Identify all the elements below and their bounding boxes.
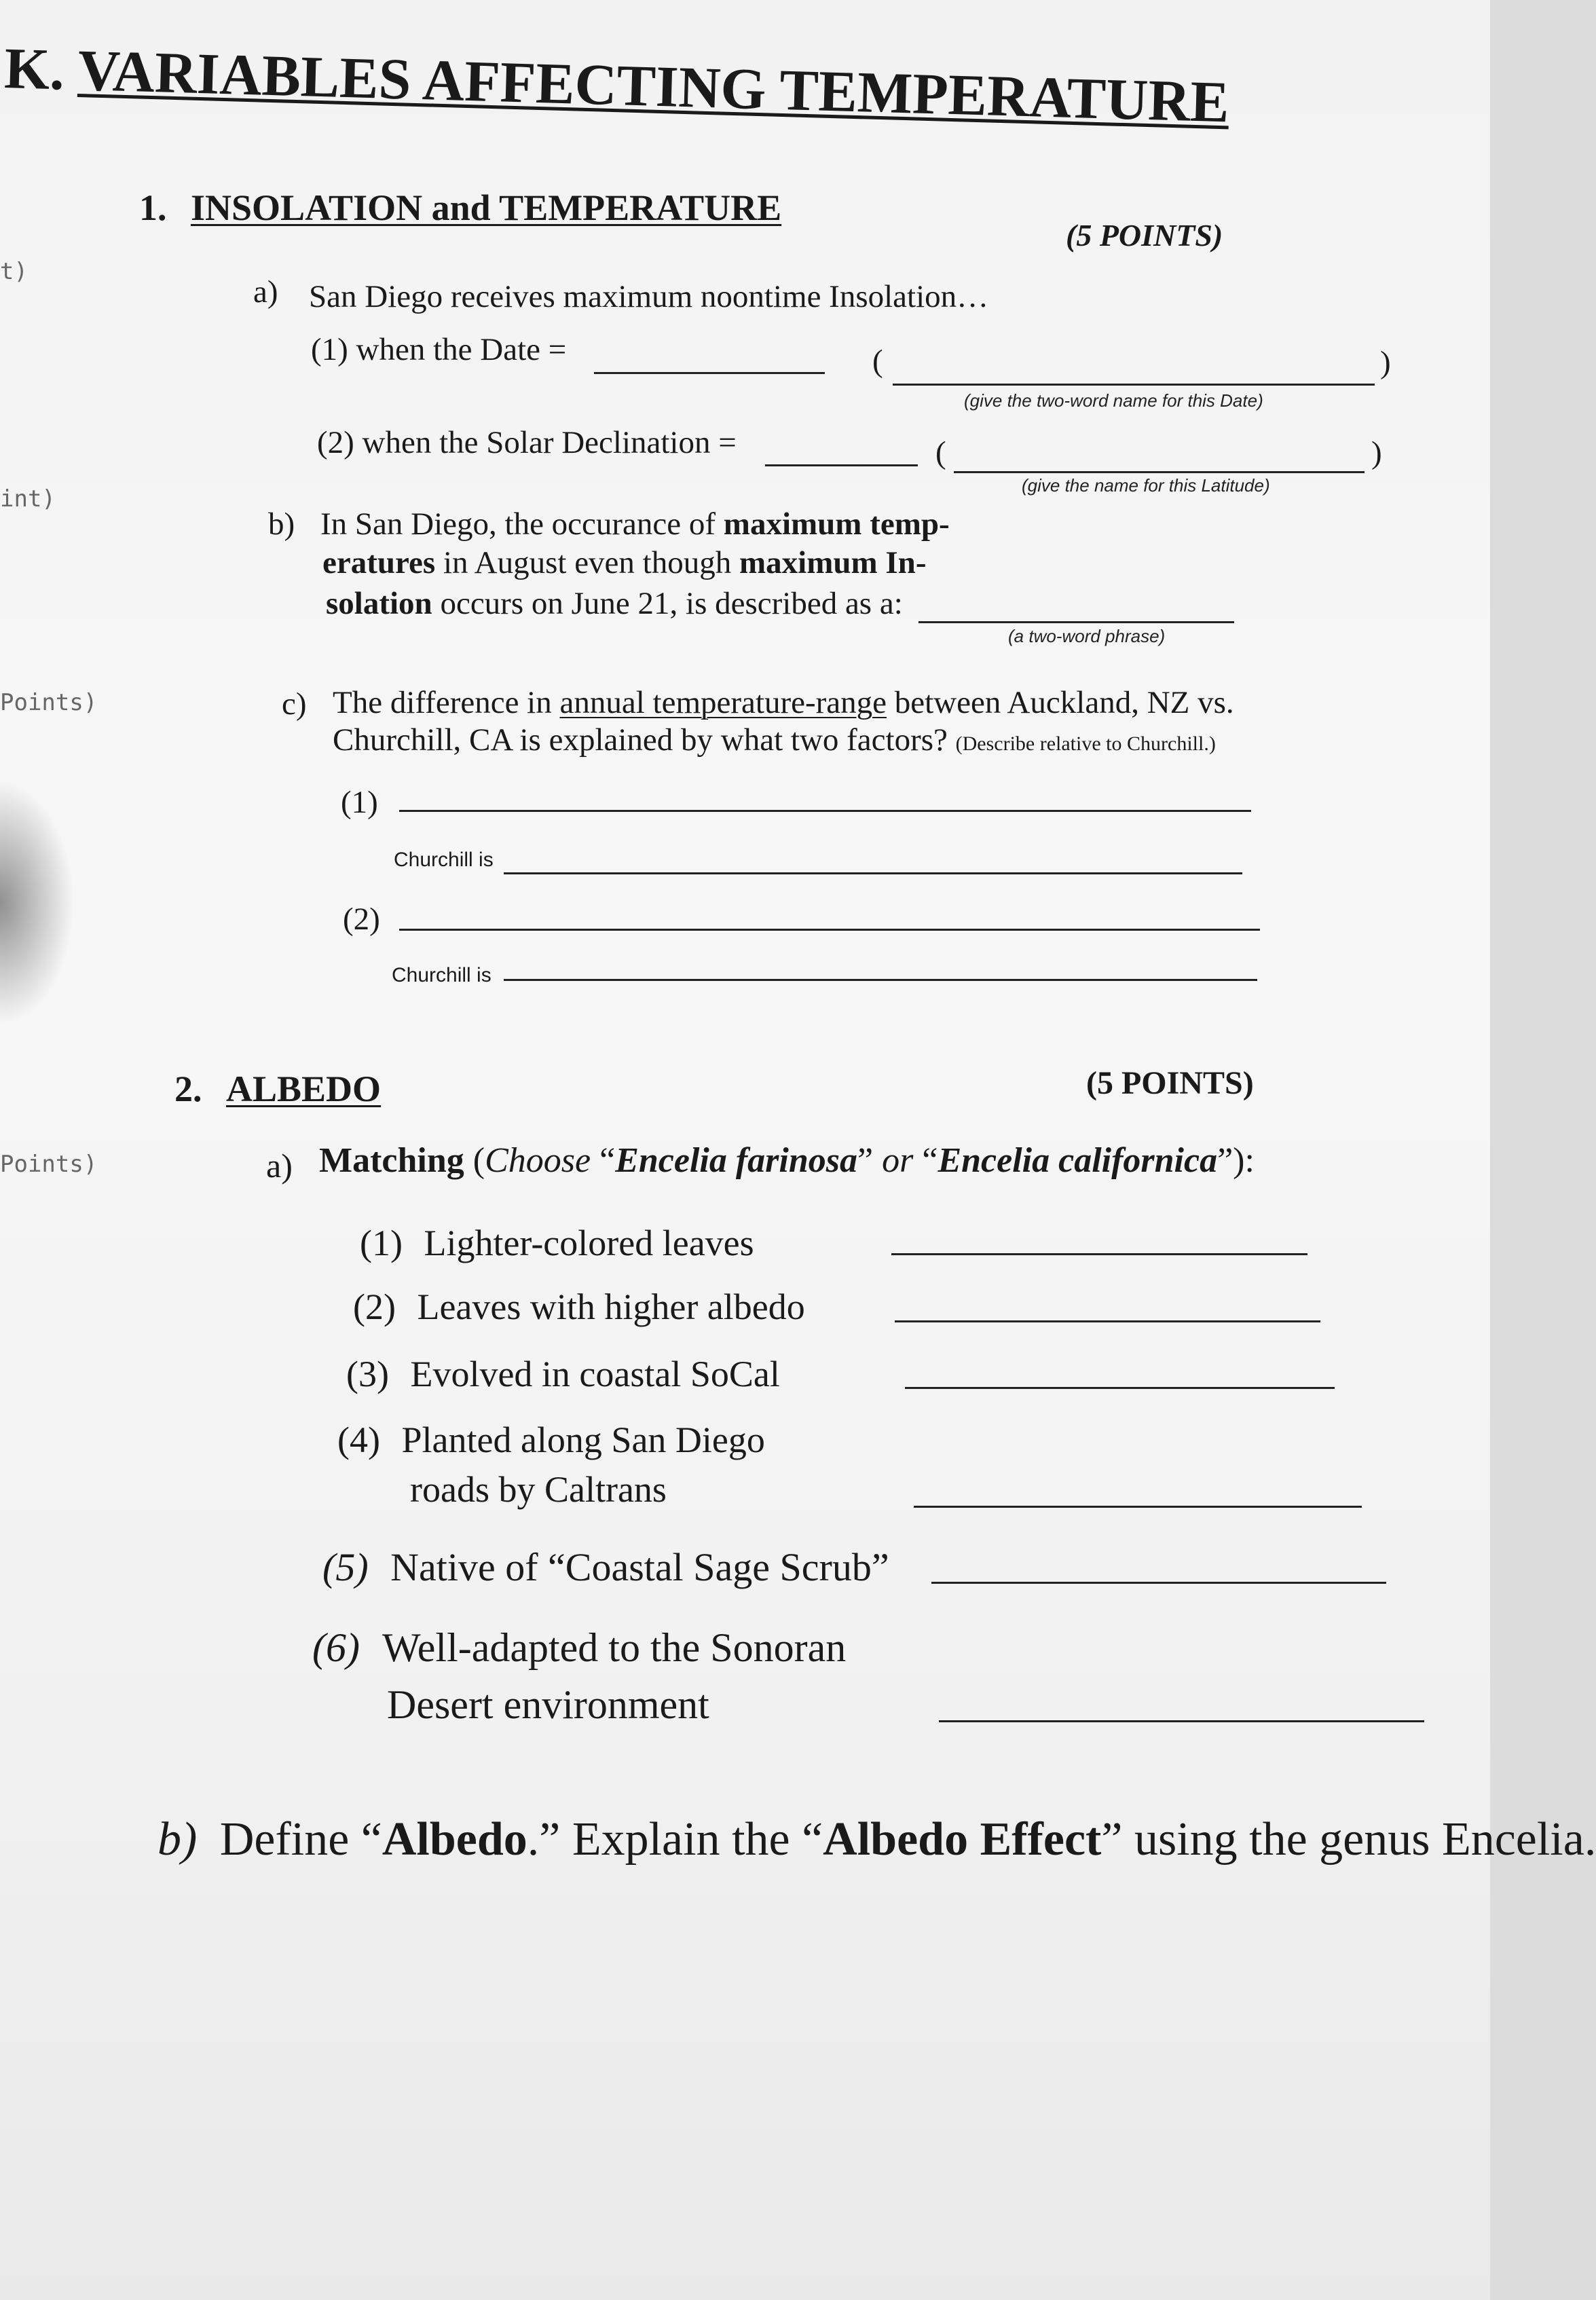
- q1b-bold: solation: [326, 586, 432, 621]
- q2a-text: (: [464, 1141, 485, 1180]
- matching-item-6: [312, 1625, 846, 1671]
- item-text: Native of “Coastal Sage Scrub”: [390, 1545, 889, 1589]
- margin-note: Points): [0, 689, 98, 716]
- q1b-bold: eratures: [322, 545, 436, 580]
- section2-number: 2.: [174, 1069, 202, 1109]
- section-letter: K.: [3, 35, 66, 103]
- item-number: (5): [322, 1545, 369, 1589]
- q1b-line2: [322, 544, 926, 581]
- q2b-text: .” Explain the “: [527, 1813, 823, 1866]
- answer-line-declination[interactable]: [765, 464, 918, 466]
- hint-phrase: (a two-word phrase): [1008, 626, 1166, 646]
- answer-line-item4[interactable]: [914, 1506, 1362, 1508]
- answer-line-phrase[interactable]: [918, 621, 1234, 623]
- q2a-instruction: [319, 1140, 1255, 1181]
- matching-item-2: [353, 1286, 805, 1328]
- item-number: (1): [360, 1223, 403, 1263]
- item-text: Well-adapted to the Sonoran: [382, 1625, 847, 1670]
- margin-note: Points): [0, 1151, 98, 1178]
- matching-item-3: [346, 1353, 780, 1395]
- item-number: (2): [353, 1286, 396, 1327]
- section1-title: INSOLATION and TEMPERATURE: [191, 187, 782, 228]
- q2b-text: ” using the genus Encelia.: [1101, 1813, 1596, 1866]
- q2a-text: “: [913, 1141, 938, 1180]
- hint-latitude-name: (give the name for this Latitude): [1022, 475, 1270, 496]
- item-text: Planted along San Diego: [401, 1420, 765, 1460]
- q1c-text: The difference in: [333, 685, 560, 720]
- page-title: VARIABLES AFFECTING TEMPERATURE: [77, 37, 1231, 135]
- q1c-text: between Auckland, NZ vs.: [886, 685, 1234, 720]
- q2a-text: ”: [857, 1141, 883, 1180]
- q1c-item1: (1): [341, 785, 378, 820]
- margin-note: t): [0, 258, 28, 285]
- churchill-label: Churchill is: [394, 849, 494, 871]
- item-text: Lighter-colored leaves: [424, 1223, 754, 1263]
- q1c-underlined: annual temperature-range: [559, 685, 887, 720]
- q2a-or: or: [882, 1141, 914, 1180]
- matching-item-1: [360, 1222, 754, 1264]
- answer-line-item1[interactable]: [891, 1253, 1307, 1255]
- item-text: Evolved in coastal SoCal: [410, 1354, 780, 1394]
- answer-line-churchill1[interactable]: [504, 872, 1242, 874]
- matching-item-4: [337, 1419, 765, 1461]
- matching-item-6-cont: Desert environment: [387, 1682, 709, 1727]
- q2b-bold: Albedo: [382, 1813, 527, 1866]
- open-paren: (: [872, 344, 883, 379]
- q1c-line1: [333, 684, 1234, 721]
- section2-points: (5 POINTS): [1086, 1065, 1254, 1101]
- q1b-line1: [320, 506, 950, 542]
- close-paren: ): [1380, 345, 1391, 380]
- q2a-label: a): [266, 1147, 293, 1185]
- q1b-bold: maximum In-: [739, 545, 927, 580]
- q2b-text: Define “: [219, 1813, 382, 1866]
- q1c-label: c): [282, 686, 307, 722]
- q2b-bold: Albedo Effect: [823, 1813, 1102, 1866]
- q1b-bold: maximum temp-: [723, 506, 950, 542]
- answer-line-date[interactable]: [594, 372, 825, 374]
- q1a-label: a): [253, 274, 278, 310]
- q1a-item1: (1) when the Date =: [311, 332, 567, 367]
- q2b: [157, 1813, 1596, 1867]
- answer-line-factor2[interactable]: [399, 929, 1260, 931]
- q1b-text: occurs on June 21, is described as a:: [432, 586, 903, 621]
- item-text: Leaves with higher albedo: [417, 1286, 805, 1327]
- section1-points: (5 POINTS): [1066, 218, 1223, 253]
- option-encelia-farinosa: Encelia farinosa: [615, 1141, 858, 1180]
- q1b-text: in August even though: [435, 545, 739, 580]
- item-number: (4): [337, 1420, 380, 1460]
- section2-title: ALBEDO: [226, 1069, 382, 1109]
- item-number: (6): [312, 1625, 360, 1670]
- option-encelia-californica: Encelia californica: [938, 1141, 1218, 1180]
- q1a-item2: (2) when the Solar Declination =: [317, 425, 737, 460]
- q1c-text: Churchill, CA is explained by what two factors?: [333, 722, 948, 758]
- section2-heading: [174, 1068, 381, 1110]
- section1-number: 1.: [139, 187, 167, 228]
- answer-line-item2[interactable]: [895, 1320, 1320, 1322]
- answer-line-item6[interactable]: [939, 1720, 1424, 1722]
- churchill-label: Churchill is: [392, 964, 491, 986]
- matching-item-4-cont: roads by Caltrans: [410, 1469, 667, 1510]
- q1c-item2: (2): [343, 902, 380, 937]
- q2b-label: b): [157, 1813, 198, 1866]
- answer-line-churchill2[interactable]: [504, 979, 1257, 981]
- q1b-text: In San Diego, the occurance of: [320, 506, 724, 542]
- q1b-line3: [326, 585, 903, 622]
- margin-note: int): [0, 485, 56, 513]
- q1b-label: b): [268, 506, 295, 542]
- page-shadow: [0, 781, 75, 1025]
- q2a-text: ”):: [1217, 1141, 1255, 1180]
- q2a-text: “: [591, 1141, 616, 1180]
- q2a-matching: Matching: [319, 1141, 464, 1180]
- hint-date-name: (give the two-word name for this Date): [964, 390, 1263, 411]
- q1c-note: (Describe relative to Churchill.): [955, 732, 1216, 755]
- answer-line-factor1[interactable]: [399, 810, 1251, 812]
- q2a-choose: Choose: [485, 1141, 591, 1180]
- section1-heading: [139, 187, 781, 229]
- answer-line-latitude-name[interactable]: [954, 471, 1365, 473]
- answer-line-item5[interactable]: [931, 1582, 1386, 1584]
- close-paren: ): [1371, 435, 1382, 470]
- answer-line-date-name[interactable]: [893, 384, 1375, 386]
- open-paren: (: [935, 435, 946, 470]
- q1c-line2: [333, 722, 1216, 758]
- matching-item-5: [322, 1544, 889, 1590]
- page-header: [3, 34, 1230, 136]
- item-number: (3): [346, 1354, 389, 1394]
- q1a-text: San Diego receives maximum noontime Insolation…: [309, 279, 989, 314]
- answer-line-item3[interactable]: [905, 1387, 1335, 1389]
